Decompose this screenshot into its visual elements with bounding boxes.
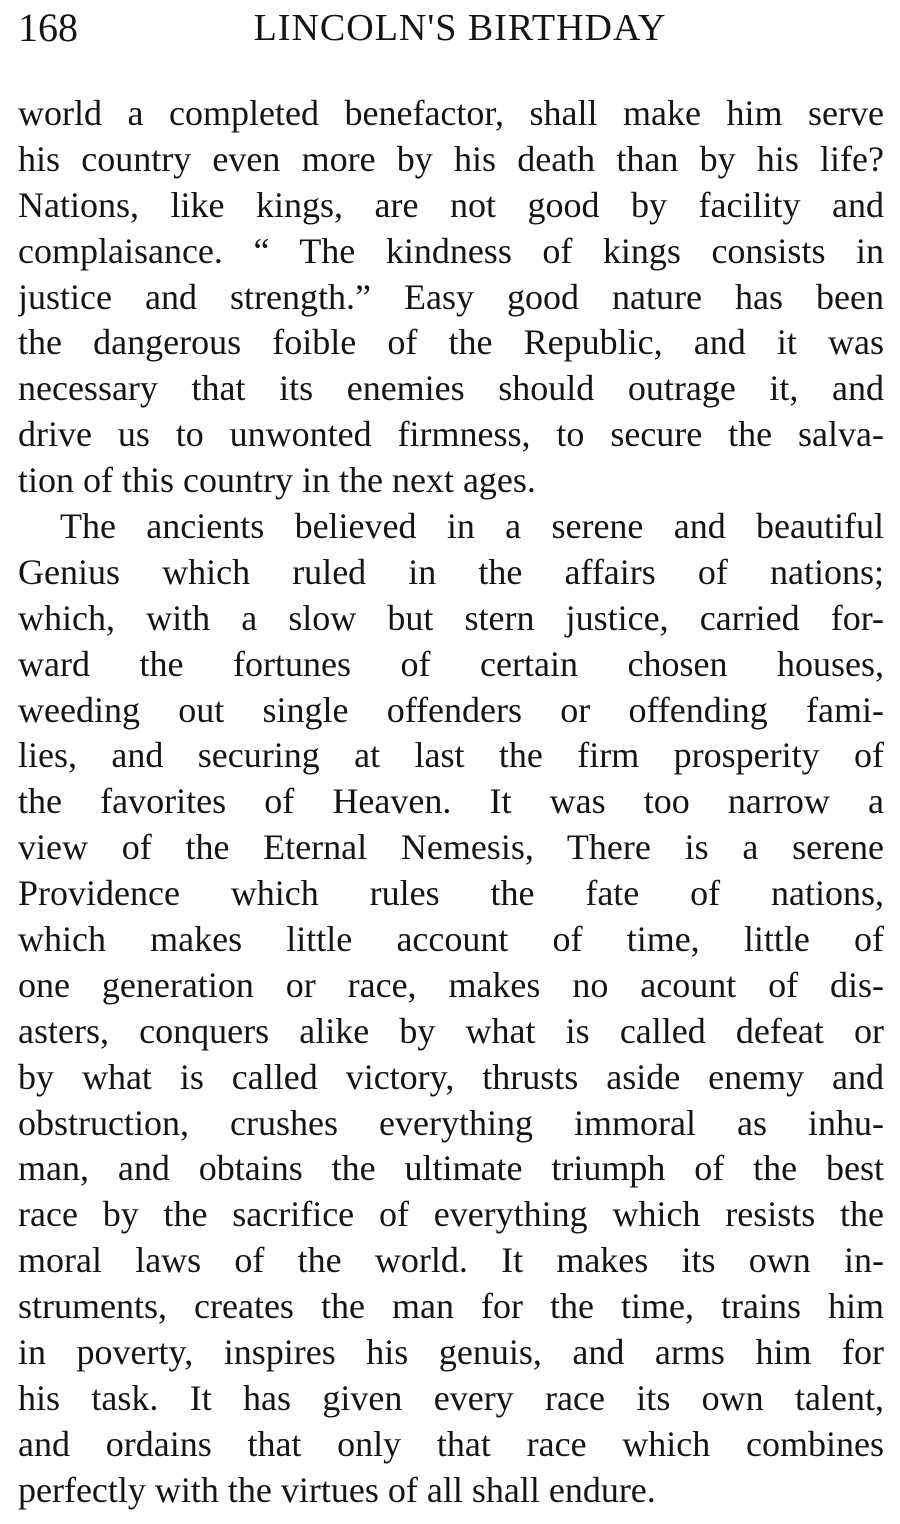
text-line: his task. It has given every race its own talent, bbox=[18, 1377, 884, 1418]
page-header bbox=[18, 4, 882, 52]
text-line: necessary that its enemies should outrage it, and bbox=[18, 368, 884, 409]
text-line: the dangerous foible of the Republic, and it was bbox=[18, 322, 884, 363]
text-line: struments, creates the man for the time, trains him bbox=[18, 1286, 884, 1327]
text-line: which, with a slow but stern justice, carried for- bbox=[18, 597, 884, 638]
text-line: obstruction, crushes everything immoral as inhu- bbox=[18, 1102, 884, 1143]
text-line: ward the fortunes of certain chosen houses, bbox=[18, 643, 884, 684]
paragraph-end-line: perfectly with the virtues of all shall endure. bbox=[18, 1469, 656, 1510]
text-line: his country even more by his death than by his life? bbox=[18, 138, 884, 179]
text-line: which makes little account of time, little of bbox=[18, 919, 884, 960]
text-line: lies, and securing at last the firm prosperity of bbox=[18, 735, 884, 776]
text-line: weeding out single offenders or offending fami- bbox=[18, 689, 884, 730]
text-line: world a completed benefactor, shall make him serve bbox=[18, 93, 884, 133]
text-line: drive us to unwonted firmness, to secure the salva- bbox=[18, 414, 884, 455]
text-line: Providence which rules the fate of nations, bbox=[18, 873, 884, 914]
text-line: moral laws of the world. It makes its own in- bbox=[18, 1240, 884, 1281]
text-line: by what is called victory, thrusts aside enemy and bbox=[18, 1056, 884, 1097]
running-head: LINCOLN'S BIRTHDAY bbox=[253, 7, 667, 49]
page-number: 168 bbox=[18, 5, 78, 50]
text-line: and ordains that only that race which combines bbox=[18, 1423, 884, 1464]
text-line: view of the Eternal Nemesis, There is a serene bbox=[18, 827, 884, 868]
text-line: complaisance. “ The kindness of kings consists in bbox=[18, 230, 884, 271]
text-line: the favorites of Heaven. It was too narrow a bbox=[18, 781, 884, 822]
text-line: Genius which ruled in the affairs of nations; bbox=[18, 551, 884, 592]
text-line: Nations, like kings, are not good by facility and bbox=[18, 184, 884, 225]
text-line: one generation or race, makes no acount of dis- bbox=[18, 964, 884, 1005]
paragraph-end-line: tion of this country in the next ages. bbox=[18, 460, 536, 501]
text-line: race by the sacrifice of everything which resists the bbox=[18, 1194, 884, 1235]
text-line: man, and obtains the ultimate triumph of the best bbox=[18, 1148, 884, 1189]
body-text bbox=[18, 91, 884, 1514]
text-line: asters, conquers alike by what is called defeat or bbox=[18, 1010, 884, 1051]
paragraph-start-line: The ancients believed in a serene and beautiful bbox=[60, 506, 884, 547]
text-line: in poverty, inspires his genuis, and arms him for bbox=[18, 1332, 884, 1373]
text-line: justice and strength.” Easy good nature has been bbox=[18, 276, 884, 317]
